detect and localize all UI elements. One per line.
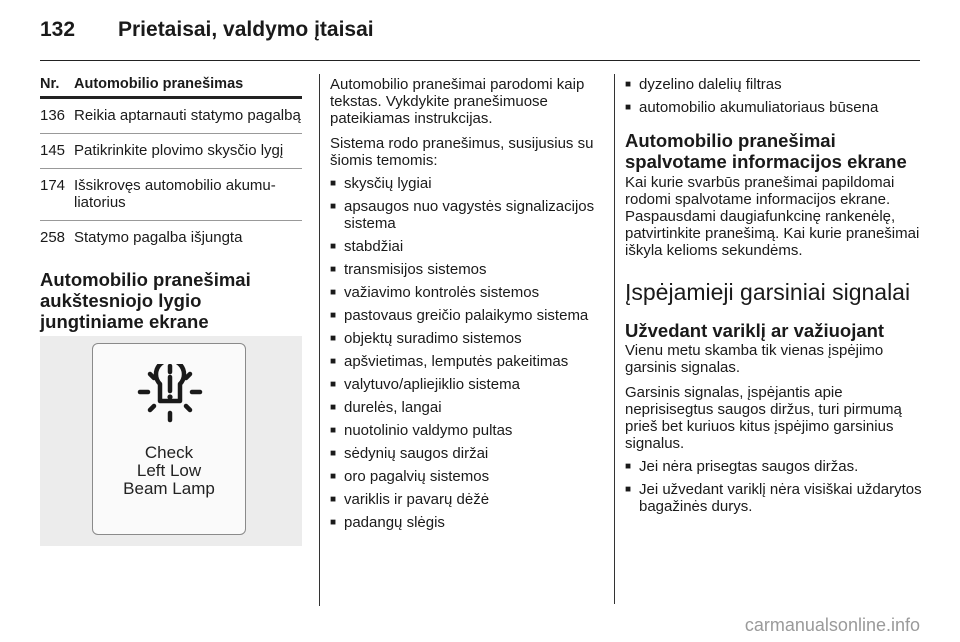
list-item (330, 198, 605, 232)
bullet-mark: ■ (330, 379, 337, 390)
table-cell-nr: 174 (40, 177, 66, 194)
bullet-mark: ■ (625, 461, 632, 472)
bullet-mark: ■ (330, 402, 337, 413)
paragraph: Vienu metu skamba tik vienas įspėjimo garsinis signalas. (625, 342, 884, 376)
display-line: Beam Lamp (123, 479, 215, 498)
bullet-mark: ■ (330, 333, 337, 344)
bullet-mark: ■ (330, 356, 337, 367)
topic-list (330, 175, 605, 531)
list-item-text: variklis ir pavarų dėžė (344, 491, 490, 508)
table-cell-message: Patikrinkite plovimo skysčio lygį (74, 142, 284, 159)
column-3 (625, 76, 925, 515)
display-photo (40, 336, 302, 546)
list-item-text: padangų slėgis (344, 514, 445, 531)
table-header-nr: Nr. (40, 76, 60, 92)
list-item-text: Jei nėra prisegtas saugos diržas. (639, 458, 859, 475)
warning-list (625, 458, 925, 515)
list-item-text: dyzelino dalelių filtras (639, 76, 782, 93)
list-item (330, 491, 605, 508)
bullet-mark: ■ (330, 471, 337, 482)
paragraph: Kai kurie svarbūs pranešimai papildomai rodomi spalvotame informacijos ekrane. Paspausdami daugiafunkcinę rankenėlę, patvirtinkite pranešimą. Kai kurie pranešimai iškyla kelioms sekundėms. (625, 174, 920, 259)
list-item (330, 445, 605, 462)
table-cell-message: Statymo pagalba išjungta (74, 229, 243, 246)
list-item-text: transmisijos sistemos (344, 261, 487, 278)
display-line: Left Low (136, 461, 202, 480)
bullet-mark: ■ (625, 484, 632, 495)
watermark: carmanualsonline.info (744, 615, 920, 635)
list-item-text: apsaugos nuo vagystės signalizacijos sistema (344, 198, 595, 232)
table-row (40, 221, 302, 255)
chapter-heading: Įspėjamieji garsiniai signalai (625, 279, 911, 305)
bullet-mark: ■ (625, 79, 632, 90)
list-item (330, 353, 605, 370)
bullet-mark: ■ (330, 448, 337, 459)
bullet-mark: ■ (330, 425, 337, 436)
list-item (330, 468, 605, 485)
page-number: 132 (40, 18, 76, 41)
column-divider-1 (319, 74, 320, 606)
bullet-mark: ■ (330, 494, 337, 505)
list-item-text: apšvietimas, lemputės pakeitimas (344, 353, 569, 370)
list-item (330, 514, 605, 531)
table-cell-nr: 258 (40, 229, 66, 246)
paragraph: Automobilio pranešimai parodomi kaip tekstas. Vykdykite pranešimuose pateikiamas instrukcijas. (330, 76, 585, 127)
list-item (330, 307, 605, 324)
list-item (330, 261, 605, 278)
list-item (330, 284, 605, 301)
list-item-text: durelės, langai (344, 399, 442, 416)
list-item (330, 376, 605, 393)
table-header (40, 76, 302, 99)
table-row (40, 134, 302, 169)
table-cell-message: Reikia aptarnauti statymo pagalbą (74, 107, 301, 124)
bullet-mark: ■ (330, 178, 337, 189)
list-item (625, 481, 925, 515)
table-row (40, 169, 302, 221)
list-item-text: automobilio akumuliatoriaus būsena (639, 99, 879, 116)
list-item-text: pastovaus greičio palaikymo sistema (344, 307, 589, 324)
section-heading-engine-start: Užvedant variklį ar važiuojant (625, 320, 885, 341)
list-item-text: nuotolinio valdymo pultas (344, 422, 513, 439)
list-item-text: valytuvo/apliejiklio sistema (344, 376, 520, 393)
list-item (625, 76, 925, 93)
list-item-text: Jei užvedant variklį nėra visiškai uždarytos bagažinės durys. (639, 481, 922, 515)
headlamp-warning-icon (137, 364, 203, 426)
bullet-mark: ■ (330, 517, 337, 528)
list-item (330, 422, 605, 439)
bullet-mark: ■ (330, 241, 337, 252)
display-line: Check (144, 443, 194, 462)
list-item-text: oro pagalvių sistemos (344, 468, 490, 485)
table-cell-nr: 145 (40, 142, 66, 159)
list-item (330, 399, 605, 416)
list-item (625, 458, 925, 475)
table-cell-message: Išsikrovęs automobilio akumu-liatorius (74, 177, 276, 211)
section-heading-combined-display: Automobilio pranešimai aukštesniojo lygio jungtiniame ekrane (40, 269, 251, 332)
list-item-text: sėdynių saugos diržai (344, 445, 489, 462)
list-item-text: važiavimo kontrolės sistemos (344, 284, 540, 301)
bullet-mark: ■ (625, 102, 632, 113)
list-item-text: objektų suradimo sistemos (344, 330, 522, 347)
list-item (330, 330, 605, 347)
display-message (93, 444, 245, 498)
section-heading-color-display: Automobilio pranešimai spalvotame informacijos ekrane (625, 130, 907, 172)
column-2 (330, 76, 605, 531)
bullet-mark: ■ (330, 287, 337, 298)
paragraph: Sistema rodo pranešimus, susijusius su šiomis temomis: (330, 135, 594, 169)
page-header (40, 18, 920, 50)
display-screen (92, 343, 246, 535)
paragraph: Garsinis signalas, įspėjantis apie neprisisegtus saugos diržus, turi pirmumą prieš bet kuriuos kitus įspėjimo garsinius signalus. (625, 384, 902, 452)
list-item (330, 175, 605, 192)
column-1 (40, 76, 302, 332)
page-title: Prietaisai, valdymo įtaisai (118, 18, 374, 41)
list-item (330, 238, 605, 255)
table-header-message: Automobilio pranešimas (74, 76, 244, 92)
table-cell-nr: 136 (40, 107, 66, 124)
bullet-mark: ■ (330, 201, 337, 212)
list-item-text: skysčių lygiai (344, 175, 432, 192)
list-item-text: stabdžiai (344, 238, 404, 255)
topic-list-continued (625, 76, 925, 116)
column-divider-2 (614, 74, 615, 604)
list-item (625, 99, 925, 116)
bullet-mark: ■ (330, 310, 337, 321)
header-rule (40, 60, 920, 61)
table-row (40, 99, 302, 134)
bullet-mark: ■ (330, 264, 337, 275)
